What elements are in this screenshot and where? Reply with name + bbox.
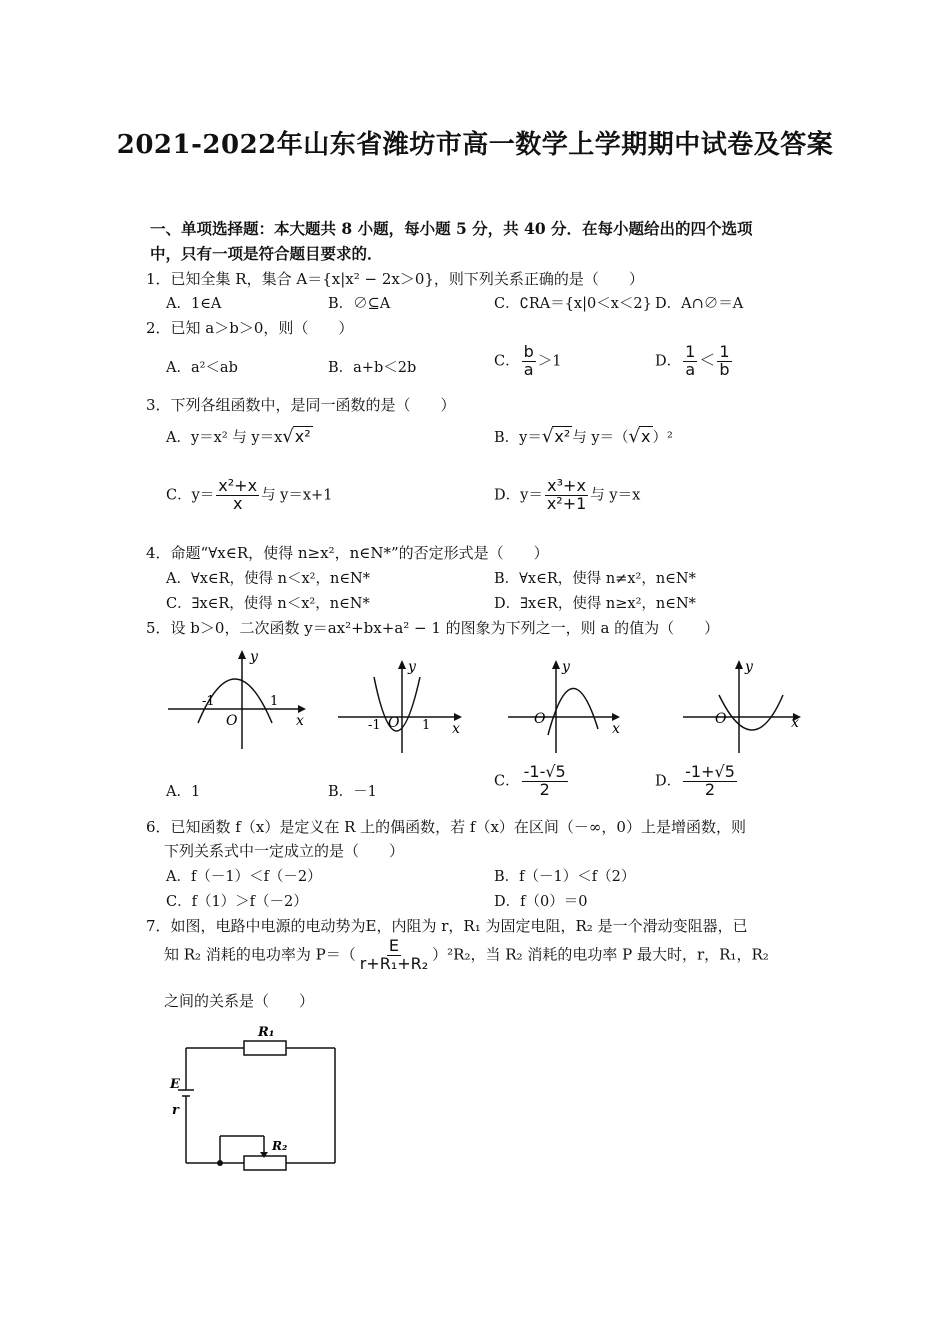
- q1-option-d: D．A∩∅＝A: [655, 296, 744, 312]
- q5-graph-d: [675, 655, 815, 755]
- q4-option-b: B．∀x∈R，使得 n≠x²，n∈N*: [494, 571, 696, 587]
- q6-option-b: B．f（－1）＜f（2）: [494, 869, 636, 885]
- q5-graph-a: [160, 645, 320, 755]
- svg-text:y: y: [745, 659, 753, 675]
- q2-option-a: A．a²＜ab: [166, 360, 238, 376]
- svg-text:E: E: [170, 1077, 180, 1092]
- svg-text:O: O: [715, 711, 727, 727]
- svg-text:x: x: [296, 713, 304, 729]
- q7-stem-line3: 之间的关系是（ ）: [164, 992, 315, 1010]
- q2-option-d: D． $\frac{1}{a}$ ＜ $\frac{1}{b}$: [655, 342, 730, 379]
- page-title: 2021-2022年山东省潍坊市高一数学上学期期中试卷及答案: [116, 130, 834, 160]
- q6-option-d: D．f（0）＝0: [494, 894, 588, 910]
- q3-option-d: D．y＝ $\frac{\text{x³+x}}{\text{x²+1}}$ 与 y＝x: [494, 476, 641, 513]
- q6-option-a: A．f（－1）＜f（－2）: [166, 869, 322, 885]
- svg-text:R₁: R₁: [258, 1025, 275, 1040]
- q5-option-d: D． $\frac{-1+√5}{2}$: [655, 762, 735, 799]
- svg-text:x: x: [452, 721, 460, 737]
- q4-option-d: D．∃x∈R，使得 n≥x²，n∈N*: [494, 596, 696, 612]
- q2-stem: 2．已知 a＞b＞0，则（ ）: [146, 319, 354, 337]
- q3-option-b: B．y＝√x² 与 y＝（√x ）²: [494, 426, 673, 447]
- q5-option-b: B．－1: [328, 784, 377, 800]
- q3-option-a: A．y＝x² 与 y＝x√x²: [166, 426, 311, 447]
- q7-stem-line1: 7．如图，电路中电源的电动势为E，内阻为 r，R₁ 为固定电阻，R₂ 是一个滑动变阻器，已: [146, 917, 748, 935]
- q1-option-b: B．∅⊆A: [328, 296, 391, 312]
- svg-text:-1: -1: [202, 694, 215, 709]
- q1-stem: 1．已知全集 R，集合 A＝{x|x² − 2x＞0}，则下列关系正确的是（ ）: [146, 270, 644, 288]
- svg-text:y: y: [250, 649, 258, 665]
- svg-text:x: x: [612, 721, 620, 737]
- q4-option-c: C．∃x∈R，使得 n＜x²，n∈N*: [166, 596, 370, 612]
- q7-circuit-diagram: [160, 1018, 360, 1178]
- svg-text:R₂: R₂: [272, 1139, 288, 1153]
- q5-graph-b: [330, 655, 470, 755]
- section-heading-line2: 中，只有一项是符合题目要求的．: [150, 244, 383, 263]
- svg-text:1: 1: [422, 718, 431, 733]
- svg-text:y: y: [562, 659, 570, 675]
- q4-stem: 4．命题“∀x∈R，使得 n≥x²，n∈N*”的否定形式是（ ）: [146, 544, 549, 562]
- svg-text:r: r: [172, 1103, 179, 1118]
- q4-option-a: A．∀x∈R，使得 n＜x²，n∈N*: [166, 571, 370, 587]
- svg-text:O: O: [388, 715, 400, 731]
- q1-option-c: C．∁RA＝{x|0＜x＜2}: [494, 296, 652, 312]
- q3-stem: 3．下列各组函数中，是同一函数的是（ ）: [146, 396, 456, 414]
- q5-stem: 5．设 b＞0，二次函数 y＝ax²+bx+a² − 1 的图象为下列之一，则 a 的值为（ ）: [146, 619, 720, 637]
- q5-graph-c: [500, 655, 640, 755]
- svg-text:O: O: [534, 711, 546, 727]
- q6-option-c: C．f（1）＞f（－2）: [166, 894, 308, 910]
- q5-option-a: A．1: [166, 784, 201, 800]
- q5-option-c: C． $\frac{-1-√5}{2}$: [494, 762, 566, 799]
- q6-stem-line1: 6．已知函数 f（x）是定义在 R 上的偶函数，若 f（x）在区间（－∞，0）上是增函数，则: [146, 818, 746, 836]
- svg-text:x: x: [791, 715, 799, 731]
- svg-text:1: 1: [270, 694, 279, 709]
- svg-text:O: O: [226, 713, 238, 729]
- q6-stem-line2: 下列关系式中一定成立的是（ ）: [164, 842, 405, 860]
- q1-option-a: A．1∈A: [166, 296, 222, 312]
- q2-option-c: C． $\frac{b}{a}$ ＞1: [494, 342, 562, 379]
- svg-text:y: y: [408, 659, 416, 675]
- q7-stem-line2: 知 R₂ 消耗的电功率为 P＝（ $\frac{E}{\text{r+R₁+R₂}}$ ）²R₂，当 R₂ 消耗的电功率 P 最大时，r，R₁，R₂: [164, 936, 769, 973]
- q3-option-c: C．y＝ $\frac{\text{x²+x}}{x}$ 与 y＝x+1: [166, 476, 333, 513]
- section-heading-line1: 一、单项选择题：本大题共 8 小题，每小题 5 分，共 40 分．在每小题给出的四个选项: [150, 219, 753, 238]
- svg-text:-1: -1: [368, 718, 381, 733]
- q2-option-b: B．a+b＜2b: [328, 360, 417, 376]
